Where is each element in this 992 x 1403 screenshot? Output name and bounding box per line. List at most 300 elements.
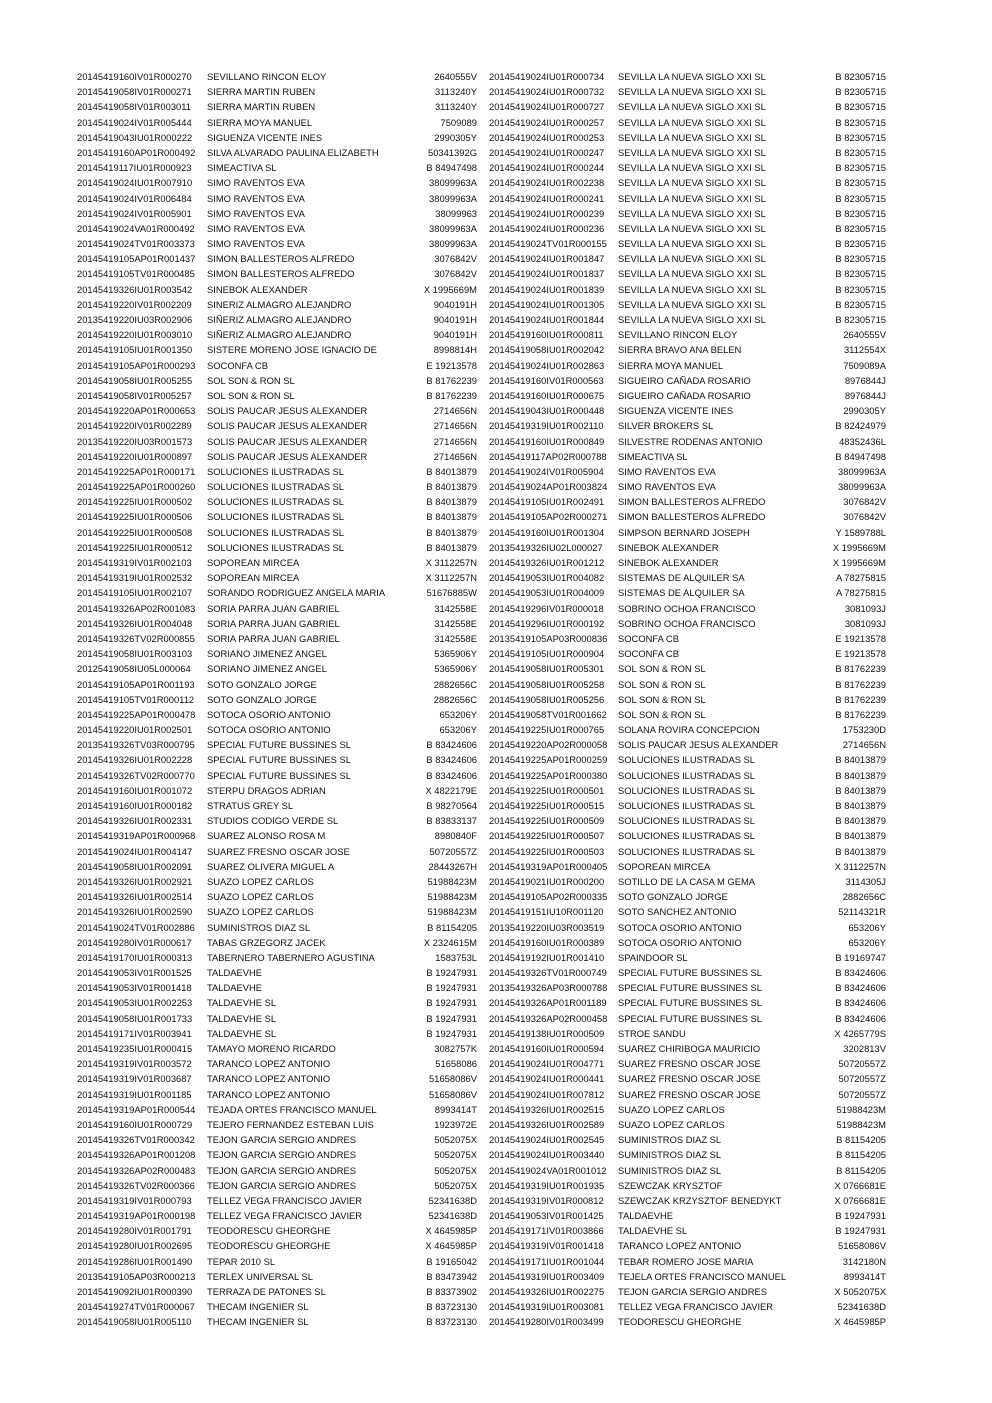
record-name: SEVILLA LA NUEVA SIGLO XXI SL xyxy=(618,192,766,204)
record-code: 20145419171IV01R003866 xyxy=(489,1225,604,1237)
record-code: 20145419024IU01R000241 xyxy=(489,192,605,204)
record-code: 20145419024IU01R000727 xyxy=(489,101,605,113)
record-code: 20145419171IU01R001044 xyxy=(489,1255,605,1267)
record-code: 20145419160IU01R000389 xyxy=(489,936,605,948)
record-name: TARANCO LOPEZ ANTONIO xyxy=(207,1073,331,1085)
list-item xyxy=(489,373,899,388)
record-name: SEVILLA LA NUEVA SIGLO XXI SL xyxy=(618,86,766,98)
record-document-id: 50720557Z xyxy=(429,845,477,857)
record-document-id: 50341392G xyxy=(427,146,477,158)
record-document-id: B 83424606 xyxy=(426,754,477,766)
record-name: SUMINISTROS DIAZ SL xyxy=(618,1134,722,1146)
record-document-id: B 83833137 xyxy=(426,815,477,827)
record-code: 20145419220IV01R002289 xyxy=(77,420,192,432)
record-code: 20145419105AP01R000293 xyxy=(77,359,196,371)
list-item xyxy=(77,677,477,692)
list-item xyxy=(77,525,477,540)
record-name: SIMO RAVENTOS EVA xyxy=(207,222,305,234)
record-document-id: B 82305715 xyxy=(835,131,886,143)
record-document-id: B 19247931 xyxy=(426,982,477,994)
record-code: 20145419160IU01R001072 xyxy=(77,784,193,796)
list-item xyxy=(489,1208,899,1223)
record-code: 20145419319AP01R000968 xyxy=(77,830,196,842)
record-document-id: B 84947498 xyxy=(835,450,886,462)
record-code: 20145419105IU01R001350 xyxy=(77,344,193,356)
record-document-id: 8993414T xyxy=(434,1103,477,1115)
list-item xyxy=(489,449,899,464)
list-item xyxy=(489,251,899,266)
record-code: 20145419326IU01R002331 xyxy=(77,815,193,827)
record-document-id: 3081093J xyxy=(844,617,886,629)
list-item xyxy=(77,479,477,494)
record-code: 20145419296IU01R000192 xyxy=(489,617,605,629)
list-item xyxy=(489,327,899,342)
list-item xyxy=(77,874,477,889)
record-name: SOLUCIONES ILUSTRADAS SL xyxy=(618,815,756,827)
record-code: 20145419024IU01R001839 xyxy=(489,283,605,295)
list-item xyxy=(77,434,477,449)
list-item xyxy=(77,221,477,236)
list-item xyxy=(77,1147,477,1162)
list-item xyxy=(489,206,899,221)
record-name: TERLEX UNIVERSAL SL xyxy=(207,1270,313,1282)
record-code: 20145419220IV01R002209 xyxy=(77,298,192,310)
record-document-id: B 83424606 xyxy=(835,967,886,979)
record-code: 20145419326AP02R000483 xyxy=(77,1164,196,1176)
record-document-id: 52341638D xyxy=(837,1301,886,1313)
record-code: 20145419326IU01R002228 xyxy=(77,754,193,766)
list-item xyxy=(77,160,477,175)
record-document-id: 51658086V xyxy=(838,1240,886,1252)
record-code: 20145419058IU01R002091 xyxy=(77,860,193,872)
list-item xyxy=(77,707,477,722)
record-name: SIMEACTIVA SL xyxy=(618,450,688,462)
list-item xyxy=(489,601,899,616)
record-code: 20145419326TV01R000342 xyxy=(77,1134,195,1146)
record-document-id: 2714656N xyxy=(433,435,477,447)
list-item xyxy=(489,920,899,935)
record-document-id: B 83424606 xyxy=(426,769,477,781)
record-code: 20145419319IU01R002110 xyxy=(489,420,604,432)
record-code: 20145419024IU01R007910 xyxy=(77,177,193,189)
list-item xyxy=(489,1147,899,1162)
list-item xyxy=(489,191,899,206)
record-code: 20145419319IV01R003687 xyxy=(77,1073,192,1085)
record-code: 20145419024IU01R001847 xyxy=(489,253,605,265)
record-document-id: 51988423M xyxy=(836,1103,886,1115)
record-code: 20135419220IU03R001573 xyxy=(77,435,193,447)
record-document-id: 7509089 xyxy=(440,116,477,128)
record-document-id: X 1995669M xyxy=(423,283,477,295)
record-document-id: 38099963A xyxy=(838,465,886,477)
record-name: SOL SON & RON SL xyxy=(618,708,706,720)
record-code: 20145419319IU01R003081 xyxy=(489,1301,605,1313)
list-item xyxy=(489,388,899,403)
record-name: SOLUCIONES ILUSTRADAS SL xyxy=(618,800,756,811)
record-name: SINEBOK ALEXANDER xyxy=(618,557,719,568)
record-code: 20145419160IU01R001304 xyxy=(489,526,605,538)
record-name: SIMON BALLESTEROS ALFREDO xyxy=(618,496,766,508)
list-item xyxy=(77,175,477,190)
record-code: 20145419319IV01R003572 xyxy=(77,1058,192,1070)
record-name: SPECIAL FUTURE BUSSINES SL xyxy=(207,754,351,766)
list-item xyxy=(77,1132,477,1147)
record-document-id: 51988423M xyxy=(427,875,477,887)
record-code: 20145419225IU01R000509 xyxy=(489,815,605,827)
list-item xyxy=(489,889,899,904)
record-code: 20145419024IU01R001305 xyxy=(489,298,605,310)
record-document-id: 51988423M xyxy=(836,1118,886,1130)
record-document-id: B 19169747 xyxy=(835,951,886,963)
record-name: TALDAEVHE xyxy=(618,1210,674,1222)
record-document-id: B 83723130 xyxy=(426,1301,477,1313)
record-name: SEVILLANO RINCON ELOY xyxy=(618,329,738,341)
record-name: SOLIS PAUCAR JESUS ALEXANDER xyxy=(207,450,368,462)
record-name: SOTOCA OSORIO ANTONIO xyxy=(618,936,742,948)
list-item xyxy=(77,995,477,1010)
list-item xyxy=(77,494,477,509)
record-name: SOLUCIONES ILUSTRADAS SL xyxy=(618,784,756,796)
record-name: SIMO RAVENTOS EVA xyxy=(618,481,716,493)
record-code: 20145419058IU01R005258 xyxy=(489,678,605,690)
list-item xyxy=(77,889,477,904)
record-code: 20145419058IU01R005255 xyxy=(77,374,193,386)
record-document-id: B 84013879 xyxy=(835,800,886,811)
list-item xyxy=(489,722,899,737)
record-code: 20145419105AP02R000335 xyxy=(489,891,608,903)
record-name: SOLIS PAUCAR JESUS ALEXANDER xyxy=(207,420,368,432)
list-item xyxy=(489,1178,899,1193)
record-code: 20135419326TV03R000795 xyxy=(77,739,195,751)
record-name: SOLUCIONES ILUSTRADAS SL xyxy=(618,830,756,842)
record-name: SOPOREAN MIRCEA xyxy=(207,557,300,568)
record-code: 20145419117AP02R000788 xyxy=(489,450,607,462)
list-item xyxy=(77,373,477,388)
list-item xyxy=(77,282,477,297)
record-name: SIÑERIZ ALMAGRO ALEJANDRO xyxy=(207,329,352,341)
record-name: SPECIAL FUTURE BUSSINES SL xyxy=(618,967,762,979)
record-code: 20145419024VA01R000492 xyxy=(77,222,195,234)
record-document-id: X 0766681E xyxy=(834,1194,886,1206)
record-document-id: 3076842V xyxy=(843,511,886,523)
record-document-id: 2714656N xyxy=(433,420,477,432)
record-name: SOLIS PAUCAR JESUS ALEXANDER xyxy=(207,435,368,447)
record-document-id: 5052075X xyxy=(434,1164,477,1176)
list-item xyxy=(489,737,899,752)
record-document-id: 8976844J xyxy=(844,374,886,386)
record-name: SEVILLA LA NUEVA SIGLO XXI SL xyxy=(618,314,766,325)
record-code: 20145419326AP01R001189 xyxy=(489,997,607,1009)
record-name: SEVILLA LA NUEVA SIGLO XXI SL xyxy=(618,222,766,234)
record-document-id: B 84013879 xyxy=(426,481,477,493)
record-document-id: A 78275815 xyxy=(835,572,886,584)
list-item xyxy=(77,752,477,767)
record-code: 20145419326TV02R000855 xyxy=(77,632,195,644)
list-item xyxy=(77,813,477,828)
list-item xyxy=(489,479,899,494)
record-document-id: B 84013879 xyxy=(426,465,477,477)
record-code: 20145419058IU01R002042 xyxy=(489,344,605,356)
record-code: 20145419220IU01R000897 xyxy=(77,450,193,462)
record-name: STROE SANDU xyxy=(618,1027,686,1039)
list-item xyxy=(77,1011,477,1026)
record-name: SORIANO JIMENEZ ANGEL xyxy=(207,648,327,660)
record-code: 20145419024IU01R000734 xyxy=(489,71,605,82)
list-item xyxy=(489,798,899,813)
list-item xyxy=(77,464,477,479)
record-code: 20145419225IU01R000501 xyxy=(489,784,605,796)
record-code: 20145419058IU01R003103 xyxy=(77,648,193,660)
list-item xyxy=(489,115,899,130)
record-document-id: 2714656N xyxy=(842,739,886,751)
list-item xyxy=(77,1254,477,1269)
record-code: 20145419024IU01R000441 xyxy=(489,1073,605,1085)
list-item xyxy=(489,1299,899,1314)
record-code: 20145419105AP02R000271 xyxy=(489,511,608,523)
record-document-id: B 84013879 xyxy=(835,769,886,781)
record-name: SEVILLANO RINCON ELOY xyxy=(207,71,327,82)
record-code: 20145419024IU01R001837 xyxy=(489,268,605,280)
record-name: TEJON GARCIA SERGIO ANDRES xyxy=(207,1149,356,1161)
record-name: TABERNERO TABERNERO AGUSTINA xyxy=(207,951,375,963)
list-item xyxy=(77,1208,477,1223)
record-name: SIERRA MARTIN RUBEN xyxy=(207,101,316,113)
record-document-id: 9040191H xyxy=(433,298,477,310)
record-name: SOLUCIONES ILUSTRADAS SL xyxy=(207,481,345,493)
record-document-id: 3142558E xyxy=(434,602,477,614)
record-document-id: 3114305J xyxy=(845,875,886,887)
record-document-id: X 3112257N xyxy=(425,572,477,584)
record-code: 20145419225IU01R000512 xyxy=(77,541,193,553)
list-item xyxy=(77,115,477,130)
list-item xyxy=(489,874,899,889)
list-item xyxy=(489,130,899,145)
list-item xyxy=(77,783,477,798)
record-name: SOBRINO OCHOA FRANCISCO xyxy=(618,617,756,629)
record-document-id: B 81762239 xyxy=(426,374,477,386)
record-document-id: X 2324615M xyxy=(423,936,477,948)
list-item xyxy=(77,1026,477,1041)
record-name: SOBRINO OCHOA FRANCISCO xyxy=(618,602,756,614)
record-code: 20145419024IU01R000253 xyxy=(489,131,605,143)
record-document-id: E 19213578 xyxy=(835,648,886,660)
record-document-id: B 84013879 xyxy=(426,541,477,553)
record-document-id: 5365906Y xyxy=(434,663,477,675)
record-code: 20145419024IV01R005444 xyxy=(77,116,192,128)
record-document-id: 2990305Y xyxy=(843,405,886,417)
record-name: SOTOCA OSORIO ANTONIO xyxy=(618,921,742,933)
list-item xyxy=(489,1071,899,1086)
record-code: 20145419024IV01R005904 xyxy=(489,465,604,477)
list-item xyxy=(489,464,899,479)
list-item xyxy=(77,828,477,843)
list-item xyxy=(77,206,477,221)
list-item xyxy=(77,388,477,403)
record-code: 20135419326AP03R000788 xyxy=(489,982,608,994)
list-item xyxy=(489,434,899,449)
record-code: 20145419024IU01R002238 xyxy=(489,177,605,189)
record-code: 20145419024IU01R003440 xyxy=(489,1149,605,1161)
record-document-id: 50720557Z xyxy=(838,1058,886,1070)
record-code: 20145419319IU01R002532 xyxy=(77,572,193,584)
record-name: SOCONFA CB xyxy=(618,632,679,644)
record-code: 20145419280IV01R000617 xyxy=(77,936,192,948)
record-document-id: B 81762239 xyxy=(835,708,886,720)
list-item xyxy=(489,935,899,950)
record-name: SUAREZ FRESNO OSCAR JOSE xyxy=(207,845,350,857)
record-code: 20135419220IU03R002906 xyxy=(77,314,193,325)
record-name: SOL SON & RON SL xyxy=(618,693,706,705)
record-code: 20145419105TV01R000112 xyxy=(77,693,195,705)
list-item xyxy=(489,342,899,357)
record-code: 20145419286IU01R001490 xyxy=(77,1255,193,1267)
record-code: 20145419220AP01R000653 xyxy=(77,405,196,417)
list-item xyxy=(77,844,477,859)
record-document-id: B 84013879 xyxy=(835,845,886,857)
list-item xyxy=(489,677,899,692)
record-name: SILVESTRE RODENAS ANTONIO xyxy=(618,435,763,447)
record-name: SOLUCIONES ILUSTRADAS SL xyxy=(207,526,345,538)
record-code: 20145419024IU01R002545 xyxy=(489,1134,605,1146)
record-document-id: 38099963A xyxy=(429,222,477,234)
record-name: TALDAEVHE xyxy=(207,967,263,979)
record-name: SOTO GONZALO JORGE xyxy=(207,678,317,690)
list-item xyxy=(77,342,477,357)
record-code: 20145419170IU01R000313 xyxy=(77,951,193,963)
list-item xyxy=(77,1238,477,1253)
record-name: SEVILLA LA NUEVA SIGLO XXI SL xyxy=(618,268,766,280)
list-item xyxy=(77,646,477,661)
record-document-id: B 19247931 xyxy=(426,997,477,1009)
record-name: SPECIAL FUTURE BUSSINES SL xyxy=(207,769,351,781)
record-name: THECAM INGENIER SL xyxy=(207,1316,309,1328)
record-document-id: 52341638D xyxy=(428,1194,477,1206)
record-code: 20145419160AP01R000492 xyxy=(77,146,196,158)
record-name: TERRAZA DE PATONES SL xyxy=(207,1286,326,1297)
record-name: SIMPSON BERNARD JOSEPH xyxy=(618,526,750,538)
record-document-id: B 83424606 xyxy=(426,739,477,751)
record-name: SIMO RAVENTOS EVA xyxy=(207,238,305,250)
record-code: 20145419326IU01R004048 xyxy=(77,617,193,629)
record-code: 20145419058IV01R003011 xyxy=(77,101,191,113)
record-code: 20145419160IU01R000182 xyxy=(77,800,193,811)
list-item xyxy=(77,965,477,980)
record-document-id: B 82305715 xyxy=(835,71,886,82)
record-document-id: 3142180N xyxy=(842,1255,886,1267)
list-item xyxy=(489,768,899,783)
record-name: SISTEMAS DE ALQUILER SA xyxy=(618,587,745,599)
record-document-id: 2640555V xyxy=(843,329,886,341)
record-document-id: 2990305Y xyxy=(434,131,477,143)
record-document-id: B 84013879 xyxy=(835,784,886,796)
record-code: 20145419192IU01R001410 xyxy=(489,951,605,963)
list-item xyxy=(77,1193,477,1208)
record-name: SUAREZ OLIVERA MIGUEL A xyxy=(207,860,335,872)
record-document-id: 5052075X xyxy=(434,1179,477,1191)
record-name: SIMON BALLESTEROS ALFREDO xyxy=(618,511,766,523)
record-name: SUAREZ CHIRIBOGA MAURICIO xyxy=(618,1043,761,1054)
list-item xyxy=(489,965,899,980)
record-name: TALDAEVHE SL xyxy=(207,1012,277,1024)
record-code: 20145419220IU01R003010 xyxy=(77,329,193,341)
record-document-id: B 84013879 xyxy=(426,511,477,523)
record-name: SISTERE MORENO JOSE IGNACIO DE xyxy=(207,344,377,356)
record-code: 20145419024IU01R007812 xyxy=(489,1088,605,1100)
record-code: 20145419151IU10R001120 xyxy=(489,906,604,918)
record-code: 20145419024TV01R000155 xyxy=(489,238,607,250)
record-document-id: 48352436L xyxy=(839,435,886,447)
record-name: SOLANA ROVIRA CONCEPCION xyxy=(618,724,760,736)
record-document-id: 653206Y xyxy=(848,936,886,948)
record-code: 20145419326IU01R001212 xyxy=(489,557,605,568)
record-document-id: B 81154205 xyxy=(427,921,477,933)
record-code: 20145419326IU01R002590 xyxy=(77,906,193,918)
list-item xyxy=(77,403,477,418)
record-name: TEJERO FERNANDEZ ESTEBAN LUIS xyxy=(207,1118,374,1130)
record-code: 20145419225AP01R000380 xyxy=(489,769,608,781)
record-document-id: X 4822179E xyxy=(425,784,477,796)
record-code: 20145419024IU01R004771 xyxy=(489,1058,605,1070)
list-item xyxy=(489,950,899,965)
record-document-id: 2714656N xyxy=(433,405,477,417)
list-item xyxy=(489,69,899,84)
record-name: SIGUENZA VICENTE INES xyxy=(207,131,323,143)
record-name: SEVILLA LA NUEVA SIGLO XXI SL xyxy=(618,162,766,174)
list-item xyxy=(489,1056,899,1071)
record-document-id: B 19247931 xyxy=(426,1027,477,1039)
record-name: SOLUCIONES ILUSTRADAS SL xyxy=(618,754,756,766)
list-item xyxy=(77,266,477,281)
record-document-id: X 1995669M xyxy=(832,541,886,553)
record-name: SEVILLA LA NUEVA SIGLO XXI SL xyxy=(618,177,766,189)
record-code: 20145419105IU01R002491 xyxy=(489,496,605,508)
record-name: SOLUCIONES ILUSTRADAS SL xyxy=(618,769,756,781)
list-item xyxy=(489,1284,899,1299)
list-item xyxy=(77,798,477,813)
record-document-id: 51658086V xyxy=(429,1088,477,1100)
record-document-id: B 81762239 xyxy=(426,389,477,401)
record-name: SOL SON & RON SL xyxy=(618,678,706,690)
record-document-id: B 82305715 xyxy=(835,101,886,113)
record-name: TALDAEVHE SL xyxy=(207,997,277,1009)
record-document-id: X 4265779S xyxy=(834,1027,886,1039)
record-name: SIMON BALLESTEROS ALFREDO xyxy=(207,253,355,265)
record-document-id: X 3112257N xyxy=(834,860,886,872)
record-name: SUAZO LOPEZ CARLOS xyxy=(207,875,314,887)
record-name: TARANCO LOPEZ ANTONIO xyxy=(207,1058,331,1070)
record-document-id: 653206Y xyxy=(439,708,477,720)
record-document-id: 50720557Z xyxy=(838,1088,886,1100)
list-item xyxy=(77,980,477,995)
record-code: 20145419105IU01R002107 xyxy=(77,587,193,599)
record-document-id: B 83424606 xyxy=(835,1012,886,1024)
record-code: 20145419024IV01R006484 xyxy=(77,192,192,204)
list-item xyxy=(489,1314,899,1329)
record-name: TEJON GARCIA SERGIO ANDRES xyxy=(618,1286,767,1297)
record-name: TEJON GARCIA SERGIO ANDRES xyxy=(207,1179,356,1191)
record-code: 20145419225IU01R000508 xyxy=(77,526,193,538)
record-document-id: 28443267H xyxy=(428,860,477,872)
record-name: SOLUCIONES ILUSTRADAS SL xyxy=(618,845,756,857)
record-name: SOTOCA OSORIO ANTONIO xyxy=(207,708,331,720)
record-code: 20145419326TV01R000749 xyxy=(489,967,607,979)
record-document-id: B 82305715 xyxy=(835,146,886,158)
record-code: 20145419058TV01R001662 xyxy=(489,708,607,720)
record-code: 20145419160IU01R000594 xyxy=(489,1043,605,1054)
list-item xyxy=(77,570,477,585)
list-item xyxy=(489,661,899,676)
record-name: SUAZO LOPEZ CARLOS xyxy=(618,1118,725,1130)
